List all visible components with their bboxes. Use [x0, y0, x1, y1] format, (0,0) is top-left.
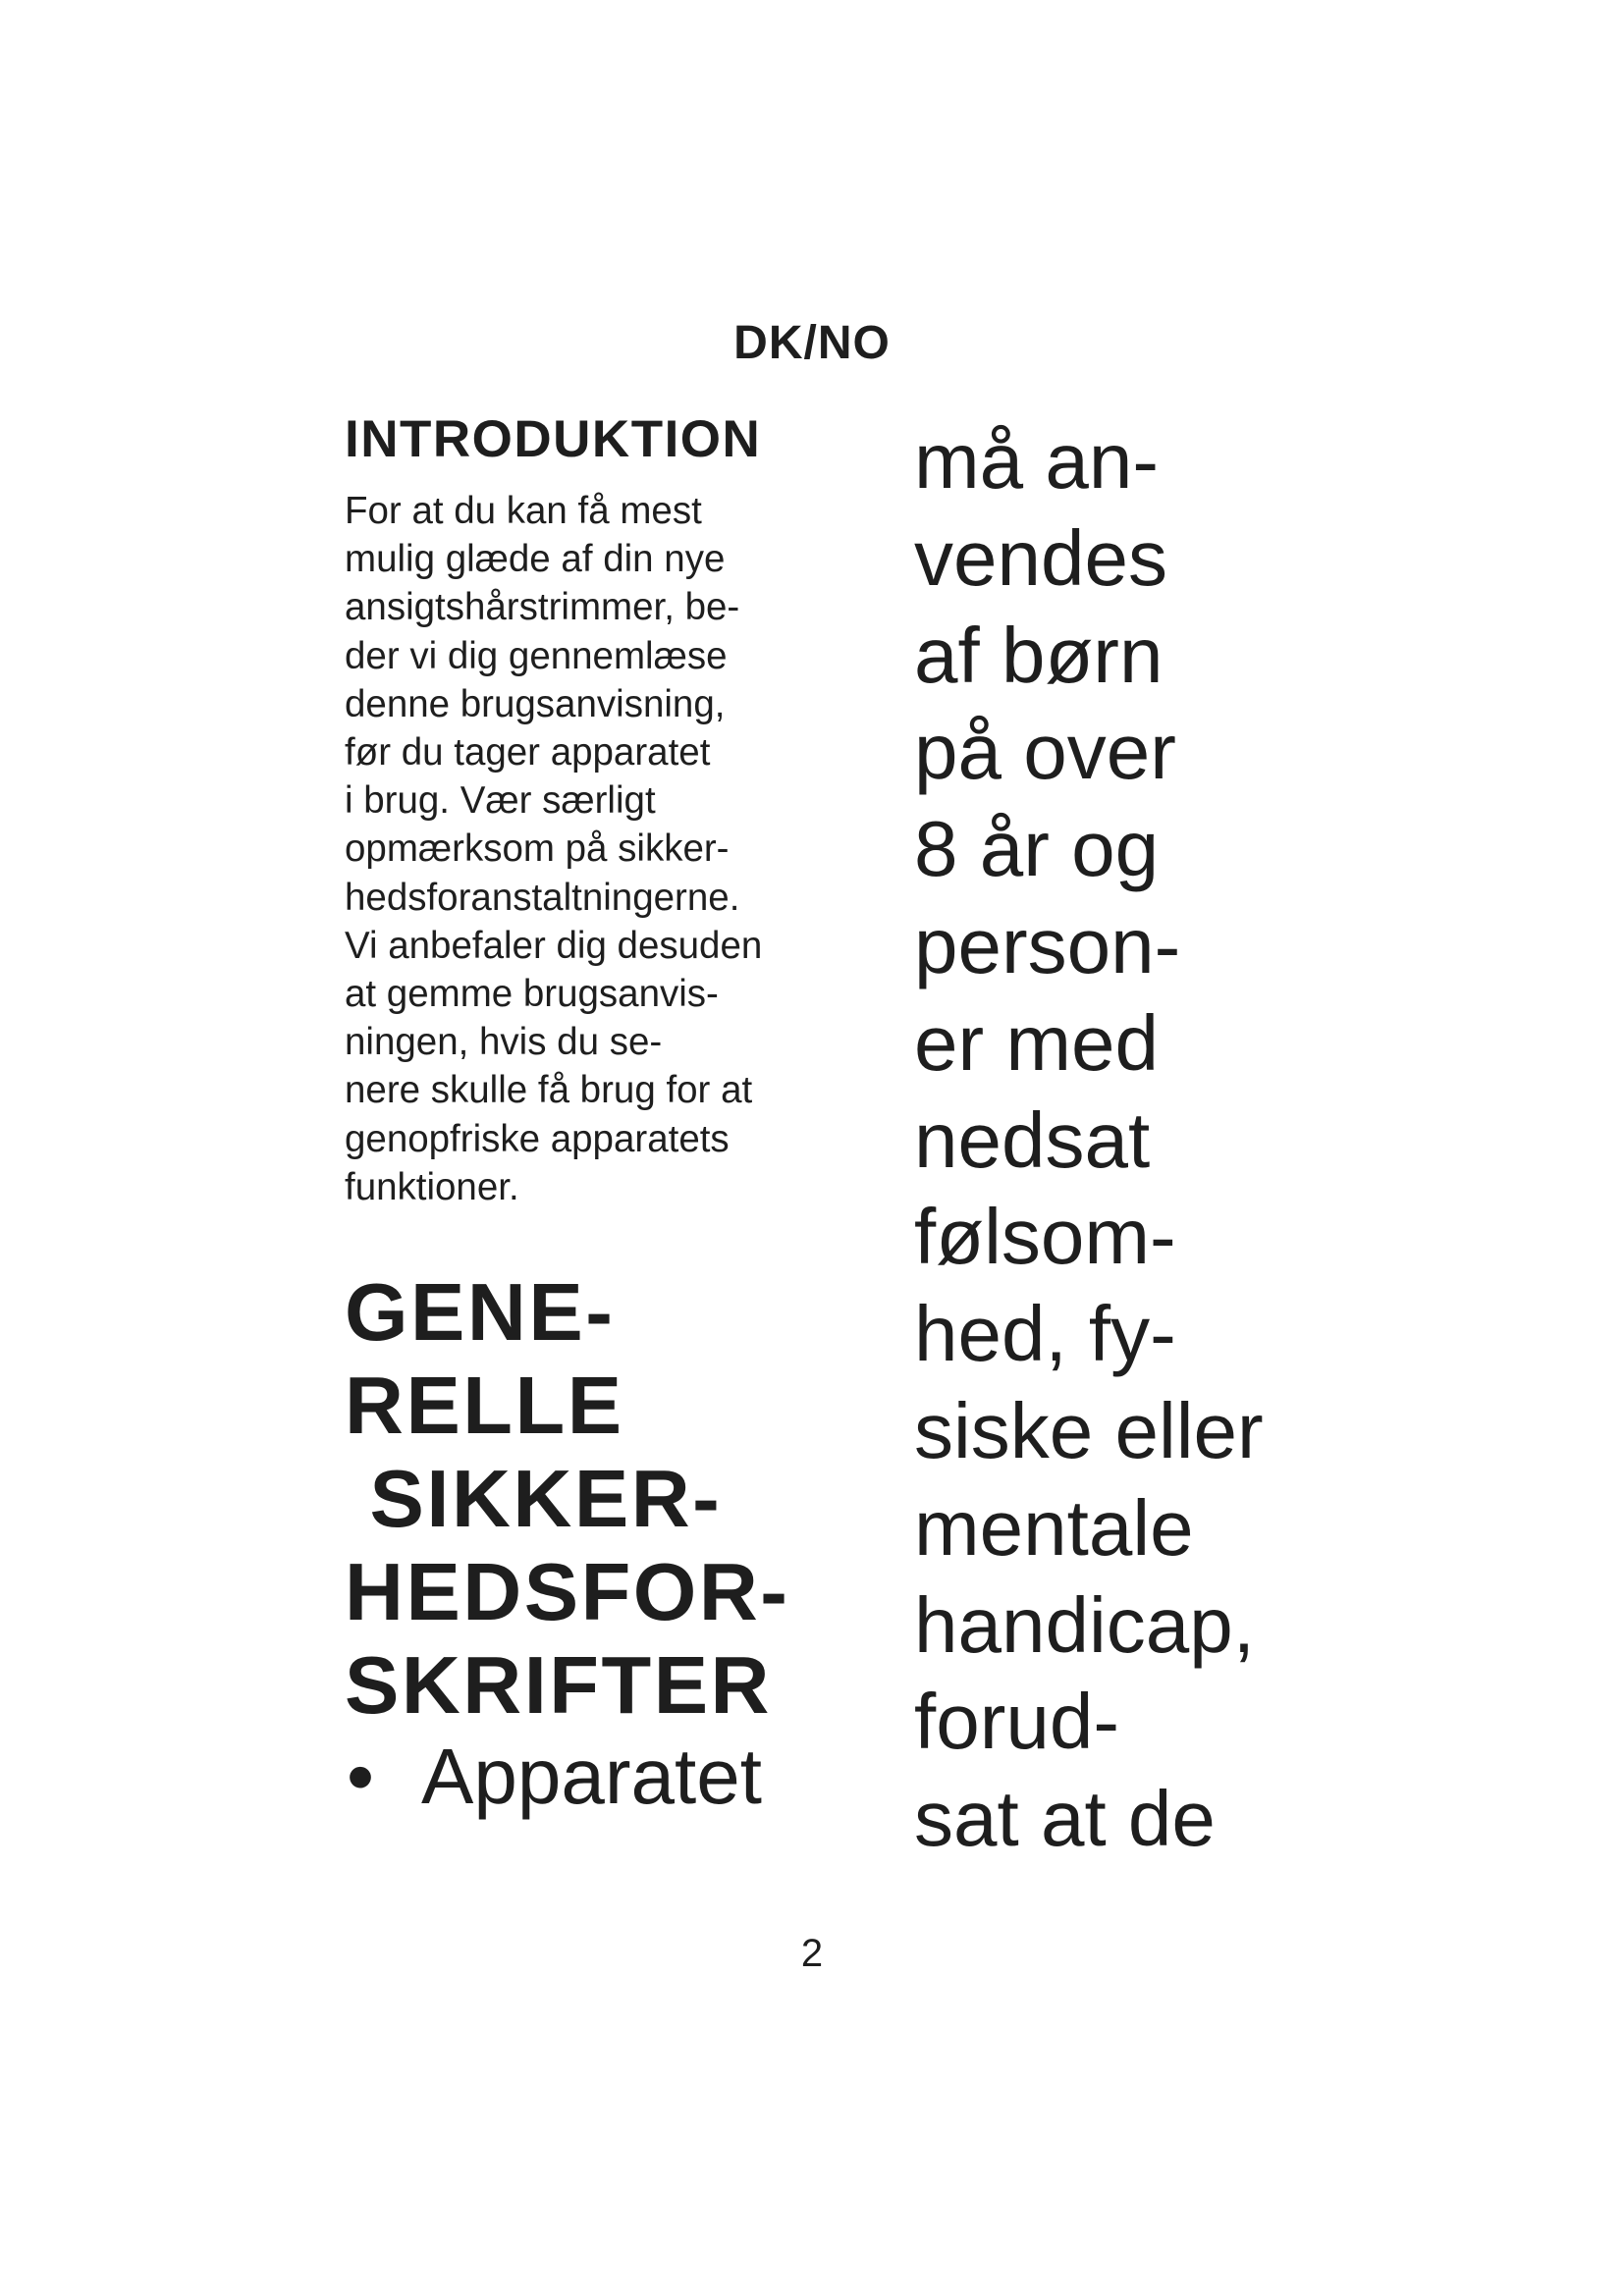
bullet-point: •	[347, 1733, 375, 1821]
bullet-continuation-line: nedsat	[914, 1095, 1151, 1184]
language-header: DK/NO	[733, 317, 891, 369]
intro-text-line: der vi dig gennemlæse	[345, 634, 728, 677]
intro-text-line: Vi anbefaler dig desuden	[345, 924, 763, 967]
safety-heading-line: SKRIFTER	[345, 1639, 772, 1732]
introduction-heading: INTRODUKTION	[345, 410, 762, 468]
bullet-continuation-line: siske eller	[914, 1386, 1264, 1474]
bullet-continuation-line: hed, fy-	[914, 1290, 1176, 1378]
bullet-continuation-line: person-	[914, 901, 1181, 989]
safety-heading	[345, 1265, 836, 1732]
safety-heading-line: RELLE	[345, 1360, 624, 1452]
intro-text-line: funktioner.	[345, 1165, 519, 1208]
intro-text-line: hedsforanstaltningerne.	[345, 876, 740, 919]
bullet-continuation-line: er med	[914, 998, 1159, 1087]
bullet-continuation-line: må an-	[914, 417, 1159, 505]
intro-text-line: For at du kan få mest	[345, 490, 702, 532]
bullet-continuation-line: på over	[914, 708, 1176, 796]
intro-text-line: før du tager apparatet	[345, 731, 711, 774]
introduction-body	[345, 487, 836, 1211]
safety-heading-line: HEDSFOR-	[345, 1546, 790, 1638]
left-column	[345, 410, 836, 1823]
bullet-continuation-line: forud-	[914, 1678, 1119, 1766]
bullet-continuation-line: følsom-	[914, 1193, 1176, 1281]
safety-heading-line: SIKKER-	[345, 1453, 723, 1545]
bullet-continuation-line: vendes	[914, 513, 1167, 602]
bullet-continuation-line: handicap,	[914, 1580, 1255, 1669]
intro-text-line: denne brugsanvisning,	[345, 682, 726, 725]
intro-text-line: mulig glæde af din nye	[345, 538, 726, 581]
bullet-continuation-line: mentale	[914, 1483, 1194, 1572]
intro-text-line: at gemme brugsanvis-	[345, 973, 719, 1016]
bullet-continuation-line: 8 år og	[914, 805, 1160, 893]
right-column	[914, 413, 1346, 1868]
intro-text-line: ansigtshårstrimmer, be-	[345, 586, 740, 629]
safety-bullet-item	[345, 1730, 836, 1823]
safety-heading-line: GENE-	[345, 1266, 616, 1359]
bullet-text: Apparatet	[421, 1733, 762, 1821]
page-number: 2	[800, 1932, 824, 1975]
intro-text-line: genopfriske apparatets	[345, 1117, 730, 1160]
intro-text-line: opmærksom på sikker-	[345, 828, 730, 871]
intro-text-line: i brug. Vær særligt	[345, 779, 656, 823]
intro-text-line: nere skulle få brug for at	[345, 1069, 753, 1112]
bullet-continuation-line: af børn	[914, 611, 1164, 699]
intro-text-line: ningen, hvis du se-	[345, 1021, 663, 1064]
bullet-continuation-line: sat at de	[914, 1775, 1216, 1863]
